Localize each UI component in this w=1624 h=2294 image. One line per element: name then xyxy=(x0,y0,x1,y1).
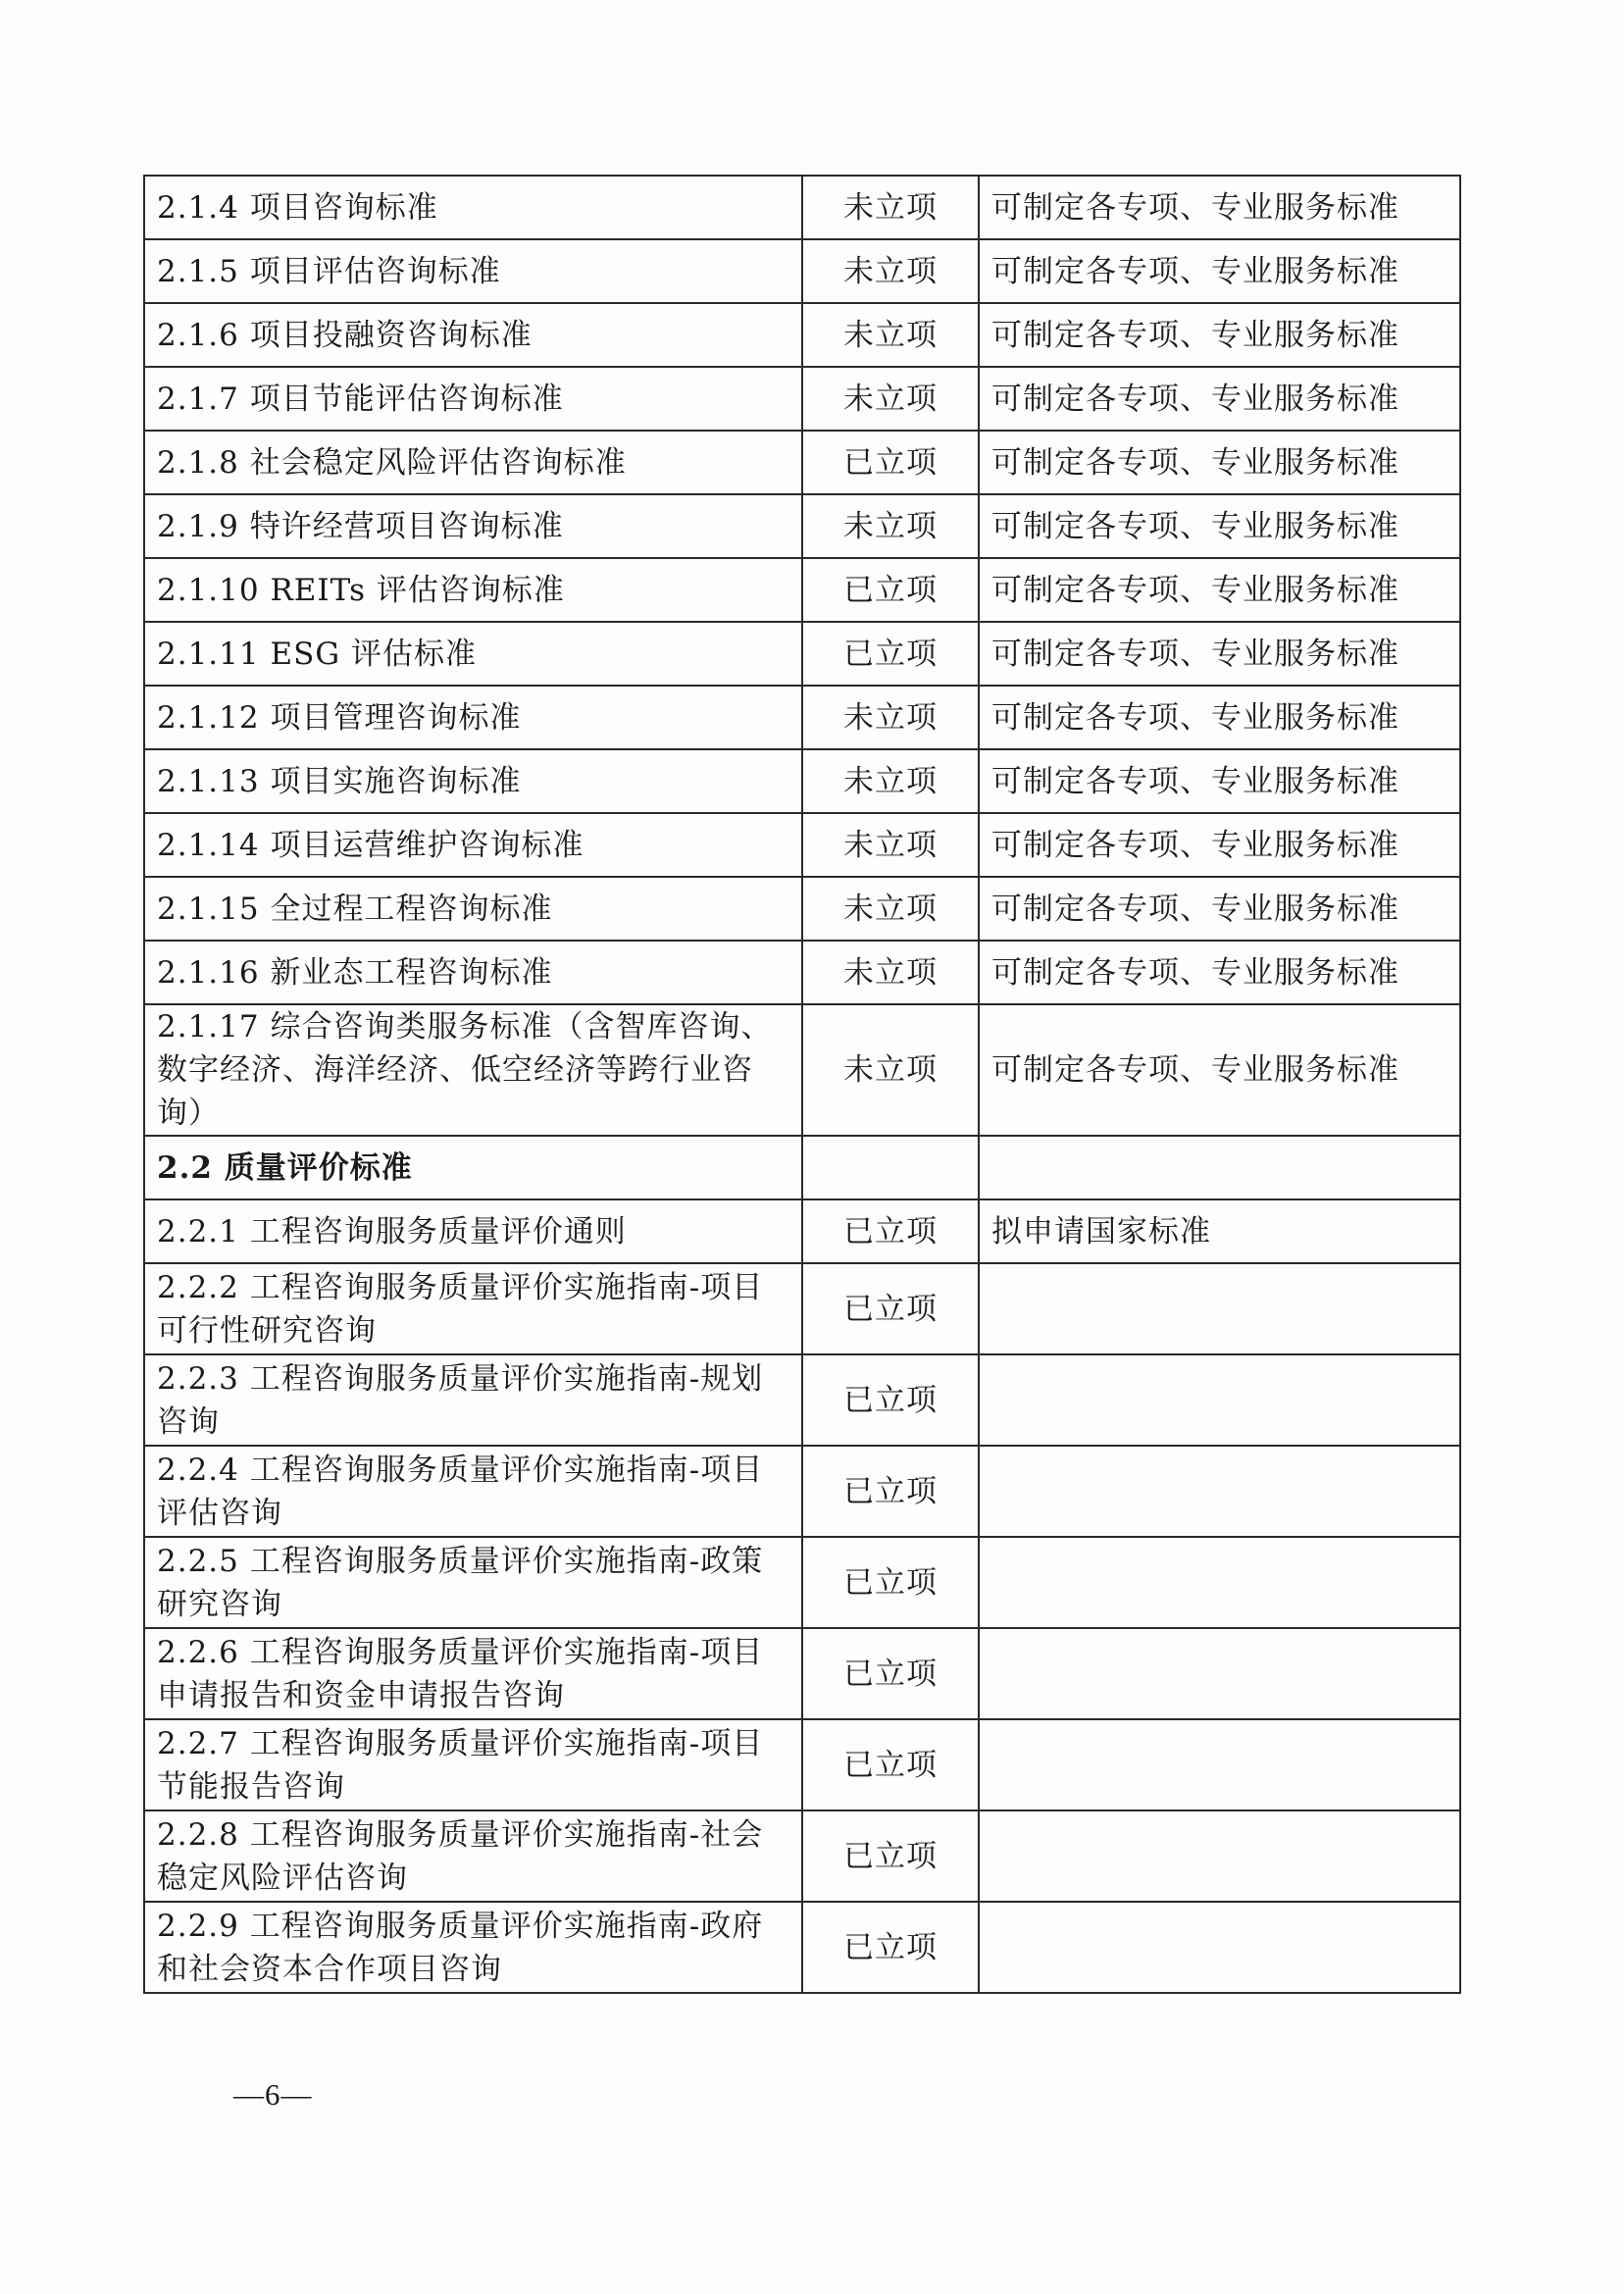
status-cell: 已立项 xyxy=(802,1719,979,1810)
standard-name: 2.1.6 项目投融资咨询标准 xyxy=(144,303,802,367)
table-row xyxy=(144,1719,1460,1810)
status-cell: 未立项 xyxy=(802,686,979,749)
note-cell: 可制定各专项、专业服务标准 xyxy=(979,1004,1460,1136)
note-cell xyxy=(979,1902,1460,1993)
note-cell xyxy=(979,1719,1460,1810)
table-row xyxy=(144,877,1460,941)
note-cell: 可制定各专项、专业服务标准 xyxy=(979,941,1460,1004)
table-row xyxy=(144,176,1460,239)
status-cell xyxy=(802,1136,979,1199)
standard-name: 2.1.8 社会稳定风险评估咨询标准 xyxy=(144,431,802,494)
table-row xyxy=(144,239,1460,303)
table-row xyxy=(144,1263,1460,1354)
table-row xyxy=(144,686,1460,749)
standard-name: 2.2.9 工程咨询服务质量评价实施指南-政府和社会资本合作项目咨询 xyxy=(144,1902,802,1993)
table-row xyxy=(144,1902,1460,1993)
table-row xyxy=(144,303,1460,367)
note-cell: 可制定各专项、专业服务标准 xyxy=(979,686,1460,749)
status-cell: 已立项 xyxy=(802,622,979,686)
note-cell xyxy=(979,1628,1460,1719)
status-cell: 已立项 xyxy=(802,1446,979,1537)
note-cell: 可制定各专项、专业服务标准 xyxy=(979,877,1460,941)
standard-name: 2.2.6 工程咨询服务质量评价实施指南-项目申请报告和资金申请报告咨询 xyxy=(144,1628,802,1719)
table-row xyxy=(144,494,1460,558)
note-cell xyxy=(979,1136,1460,1199)
status-cell: 未立项 xyxy=(802,367,979,431)
status-cell: 未立项 xyxy=(802,877,979,941)
standard-name: 2.1.15 全过程工程咨询标准 xyxy=(144,877,802,941)
standard-name: 2.2.8 工程咨询服务质量评价实施指南-社会稳定风险评估咨询 xyxy=(144,1810,802,1902)
status-cell: 未立项 xyxy=(802,749,979,813)
table-row xyxy=(144,431,1460,494)
status-cell: 未立项 xyxy=(802,239,979,303)
standard-name: 2.2.4 工程咨询服务质量评价实施指南-项目评估咨询 xyxy=(144,1446,802,1537)
note-cell: 可制定各专项、专业服务标准 xyxy=(979,813,1460,877)
standard-name: 2.2.7 工程咨询服务质量评价实施指南-项目节能报告咨询 xyxy=(144,1719,802,1810)
section-title: 2.2 质量评价标准 xyxy=(144,1136,802,1199)
page-number: —6— xyxy=(233,2077,313,2112)
status-cell: 已立项 xyxy=(802,1199,979,1263)
note-cell: 可制定各专项、专业服务标准 xyxy=(979,431,1460,494)
standard-name: 2.1.12 项目管理咨询标准 xyxy=(144,686,802,749)
status-cell: 未立项 xyxy=(802,1004,979,1136)
standard-name: 2.2.1 工程咨询服务质量评价通则 xyxy=(144,1199,802,1263)
note-cell: 可制定各专项、专业服务标准 xyxy=(979,176,1460,239)
standard-name: 2.1.7 项目节能评估咨询标准 xyxy=(144,367,802,431)
note-cell xyxy=(979,1537,1460,1628)
standard-name: 2.1.13 项目实施咨询标准 xyxy=(144,749,802,813)
note-cell: 可制定各专项、专业服务标准 xyxy=(979,494,1460,558)
standards-table xyxy=(143,175,1461,1994)
standard-name: 2.1.4 项目咨询标准 xyxy=(144,176,802,239)
status-cell: 未立项 xyxy=(802,176,979,239)
standard-name: 2.1.9 特许经营项目咨询标准 xyxy=(144,494,802,558)
note-cell: 可制定各专项、专业服务标准 xyxy=(979,239,1460,303)
standard-name: 2.1.16 新业态工程咨询标准 xyxy=(144,941,802,1004)
standard-name: 2.1.14 项目运营维护咨询标准 xyxy=(144,813,802,877)
table-row xyxy=(144,367,1460,431)
status-cell: 已立项 xyxy=(802,1810,979,1902)
standard-name: 2.1.17 综合咨询类服务标准（含智库咨询、数字经济、海洋经济、低空经济等跨行业咨询） xyxy=(144,1004,802,1136)
status-cell: 已立项 xyxy=(802,1902,979,1993)
standard-name: 2.1.11 ESG 评估标准 xyxy=(144,622,802,686)
note-cell xyxy=(979,1446,1460,1537)
note-cell xyxy=(979,1354,1460,1446)
standard-name: 2.2.2 工程咨询服务质量评价实施指南-项目可行性研究咨询 xyxy=(144,1263,802,1354)
table-row xyxy=(144,558,1460,622)
table-row xyxy=(144,1446,1460,1537)
table-row xyxy=(144,622,1460,686)
table-row xyxy=(144,1628,1460,1719)
status-cell: 已立项 xyxy=(802,1537,979,1628)
status-cell: 未立项 xyxy=(802,494,979,558)
status-cell: 未立项 xyxy=(802,941,979,1004)
note-cell: 可制定各专项、专业服务标准 xyxy=(979,303,1460,367)
status-cell: 已立项 xyxy=(802,1628,979,1719)
status-cell: 未立项 xyxy=(802,303,979,367)
table-row xyxy=(144,1199,1460,1263)
status-cell: 已立项 xyxy=(802,1354,979,1446)
status-cell: 已立项 xyxy=(802,431,979,494)
standard-name: 2.1.5 项目评估咨询标准 xyxy=(144,239,802,303)
status-cell: 未立项 xyxy=(802,813,979,877)
status-cell: 已立项 xyxy=(802,558,979,622)
note-cell xyxy=(979,1810,1460,1902)
note-cell: 可制定各专项、专业服务标准 xyxy=(979,749,1460,813)
note-cell: 拟申请国家标准 xyxy=(979,1199,1460,1263)
note-cell xyxy=(979,1263,1460,1354)
table-row xyxy=(144,749,1460,813)
table-row xyxy=(144,941,1460,1004)
note-cell: 可制定各专项、专业服务标准 xyxy=(979,558,1460,622)
standard-name: 2.2.3 工程咨询服务质量评价实施指南-规划咨询 xyxy=(144,1354,802,1446)
table-row xyxy=(144,813,1460,877)
table-row xyxy=(144,1004,1460,1136)
note-cell: 可制定各专项、专业服务标准 xyxy=(979,367,1460,431)
standard-name: 2.1.10 REITs 评估咨询标准 xyxy=(144,558,802,622)
table-row xyxy=(144,1354,1460,1446)
note-cell: 可制定各专项、专业服务标准 xyxy=(979,622,1460,686)
standard-name: 2.2.5 工程咨询服务质量评价实施指南-政策研究咨询 xyxy=(144,1537,802,1628)
section-row xyxy=(144,1136,1460,1199)
table-row xyxy=(144,1537,1460,1628)
status-cell: 已立项 xyxy=(802,1263,979,1354)
table-row xyxy=(144,1810,1460,1902)
